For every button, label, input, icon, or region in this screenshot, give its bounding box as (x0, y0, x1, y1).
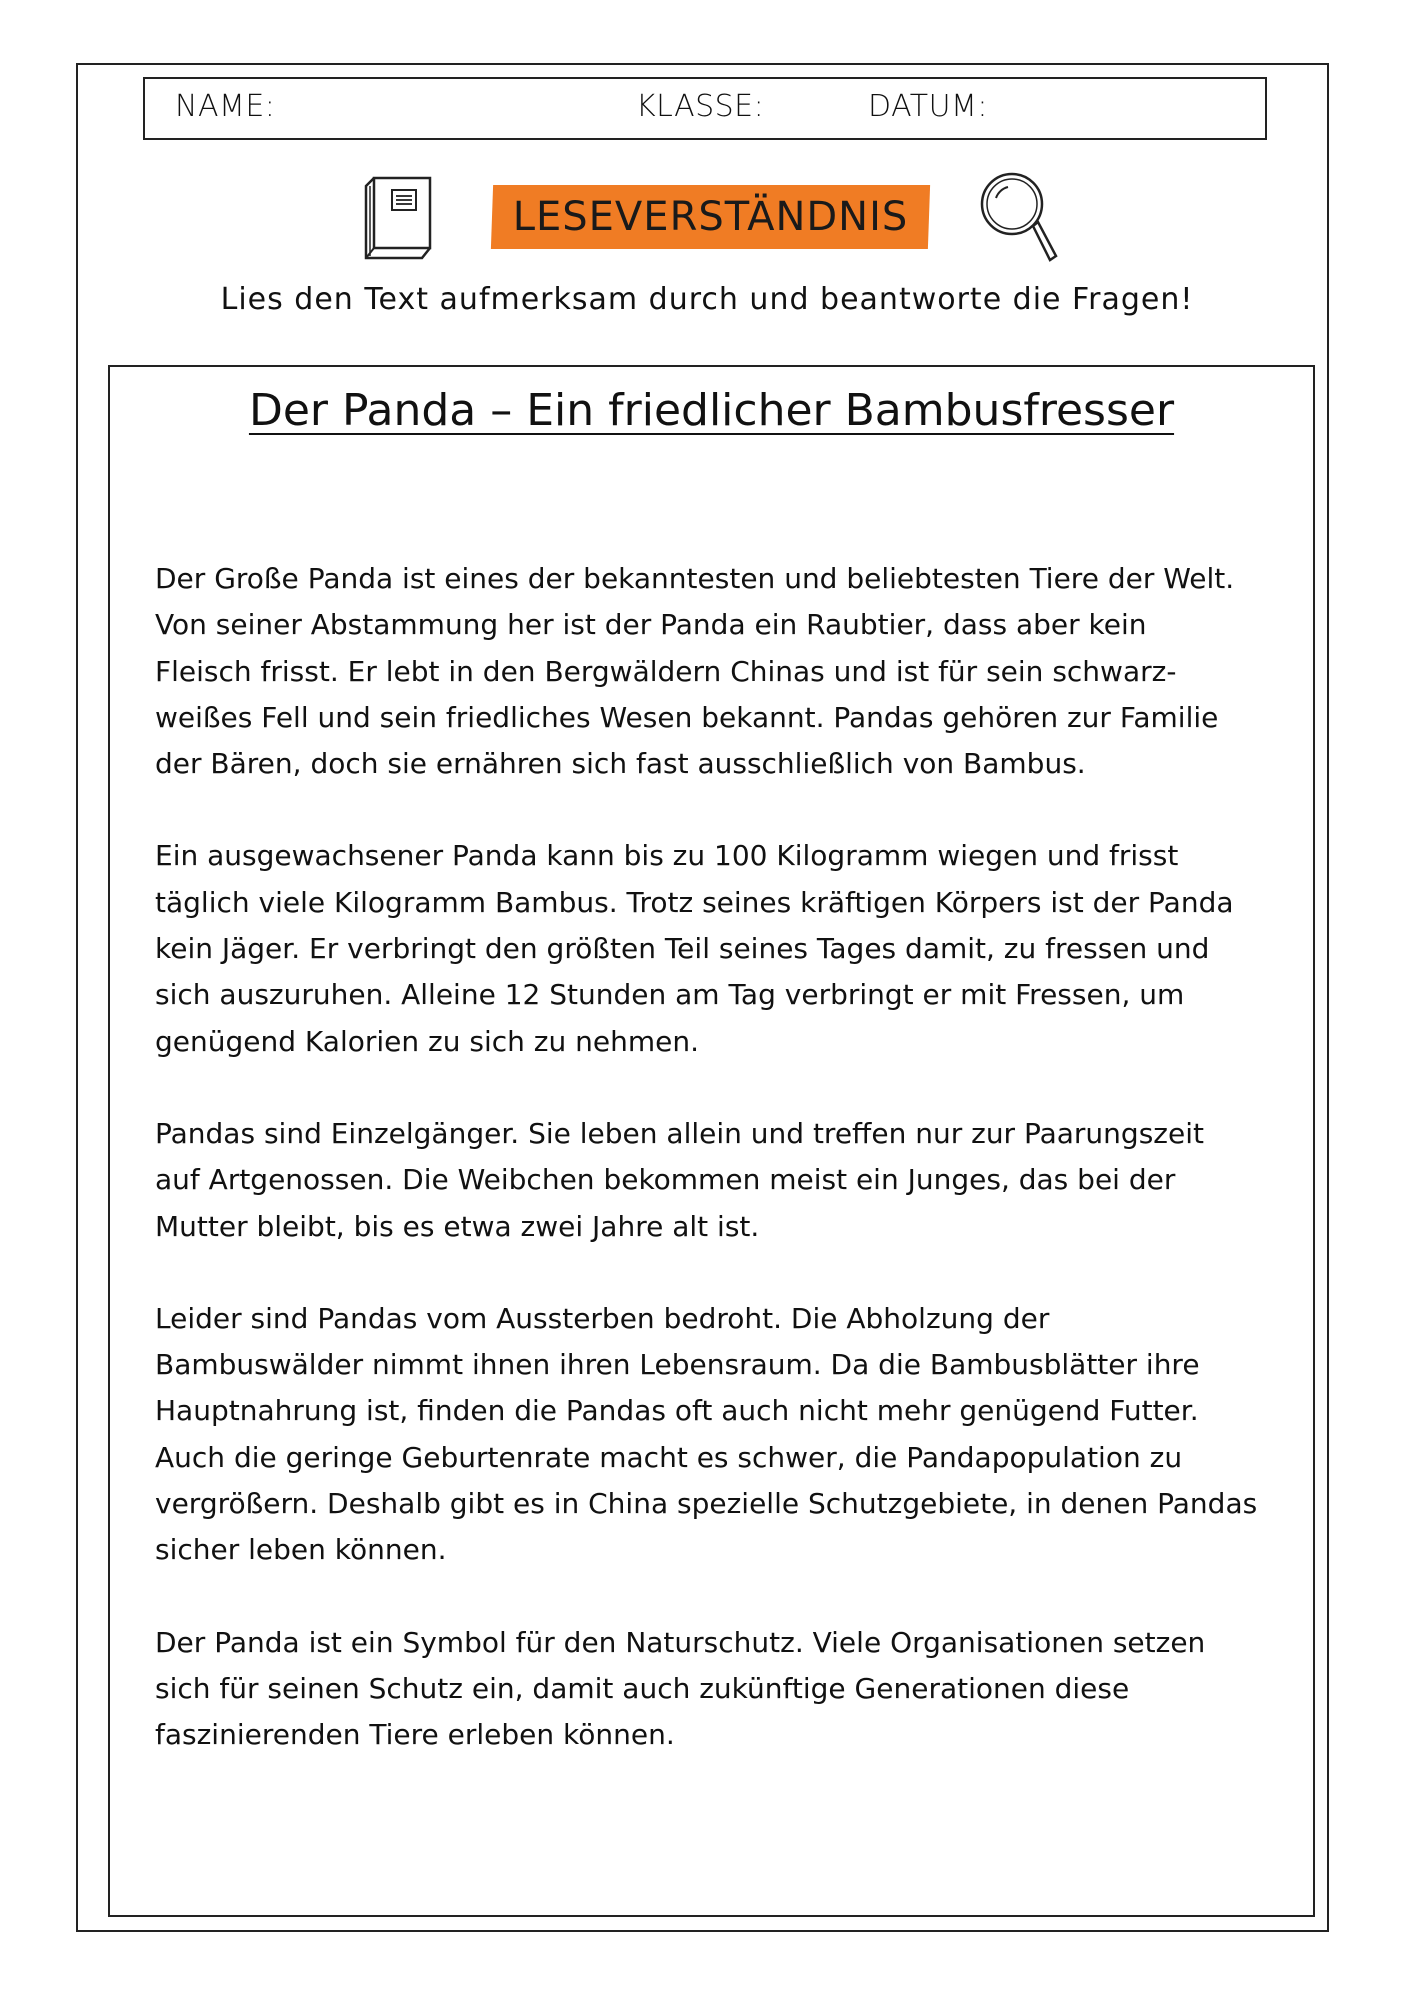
paragraph-4 (155, 1296, 1275, 1574)
instruction-text: Lies den Text aufmerksam durch und beantworte die Fragen! (220, 282, 1194, 317)
text-line: sich auszuruhen. Alleine 12 Stunden am Tag verbringt er mit Fressen, um (155, 978, 1185, 1012)
magnifier-icon (978, 170, 1058, 270)
text-line: Der Große Panda ist eines der bekanntesten und beliebtesten Tiere der Welt. (155, 562, 1235, 595)
text-line: Bambuswälder nimmt ihnen ihren Lebensraum. Da die Bambusblätter ihre (155, 1348, 1200, 1382)
text-line: der Bären, doch sie ernähren sich fast ausschließlich von Bambus. (155, 747, 1086, 781)
class-label: KLASSE: (636, 89, 765, 124)
date-label: DATUM: (868, 89, 989, 124)
article-body (155, 556, 1275, 1805)
worksheet-title: LESEVERSTÄNDNIS (512, 194, 909, 240)
text-line: sich für seinen Schutz ein, damit auch zukünftige Generationen diese (155, 1671, 1130, 1705)
text-line: sicher leben können. (155, 1533, 447, 1567)
article-title: Der Panda – Ein friedlicher Bambusfresser (248, 385, 1175, 436)
paragraph-2 (155, 833, 1275, 1064)
text-line: vergrößern. Deshalb gibt es in China spezielle Schutzgebiete, in denen Pandas (155, 1487, 1258, 1521)
text-line: Leider sind Pandas vom Aussterben bedroht. Die Abholzung der (155, 1301, 1050, 1335)
text-line: faszinierenden Tiere erleben können. (155, 1718, 675, 1752)
text-line: genügend Kalorien zu sich zu nehmen. (155, 1024, 699, 1058)
text-line: kein Jäger. Er verbringt den größten Teil seines Tages damit, zu fressen und (155, 932, 1210, 966)
paragraph-3 (155, 1111, 1275, 1250)
student-info-header (143, 77, 1267, 140)
text-line: Von seiner Abstammung her ist der Panda ein Raubtier, dass aber kein (155, 608, 1147, 642)
text-line: auf Artgenossen. Die Weibchen bekommen meist ein Junges, das bei der (155, 1163, 1176, 1197)
text-line: Der Panda ist ein Symbol für den Naturschutz. Viele Organisationen setzen (155, 1625, 1206, 1659)
text-line: Ein ausgewachsener Panda kann bis zu 100 Kilogramm wiegen und frisst (155, 839, 1179, 873)
paragraph-1 (155, 556, 1275, 787)
paragraph-5 (155, 1620, 1275, 1759)
text-line: Auch die geringe Geburtenrate macht es schwer, die Pandapopulation zu (155, 1440, 1183, 1474)
text-line: weißes Fell und sein friedliches Wesen bekannt. Pandas gehören zur Familie (155, 700, 1219, 734)
text-line: Hauptnahrung ist, finden die Pandas oft auch nicht mehr genügend Futter. (155, 1394, 1199, 1428)
text-line: täglich viele Kilogramm Bambus. Trotz seines kräftigen Körpers ist der Panda (155, 885, 1234, 919)
text-line: Pandas sind Einzelgänger. Sie leben allein und treffen nur zur Paarungszeit (155, 1116, 1204, 1150)
text-line: Fleisch frisst. Er lebt in den Bergwäldern Chinas und ist für sein schwarz- (155, 654, 1177, 688)
book-icon (360, 172, 440, 262)
text-line: Mutter bleibt, bis es etwa zwei Jahre alt ist. (155, 1209, 760, 1243)
name-label: NAME: (175, 89, 276, 124)
